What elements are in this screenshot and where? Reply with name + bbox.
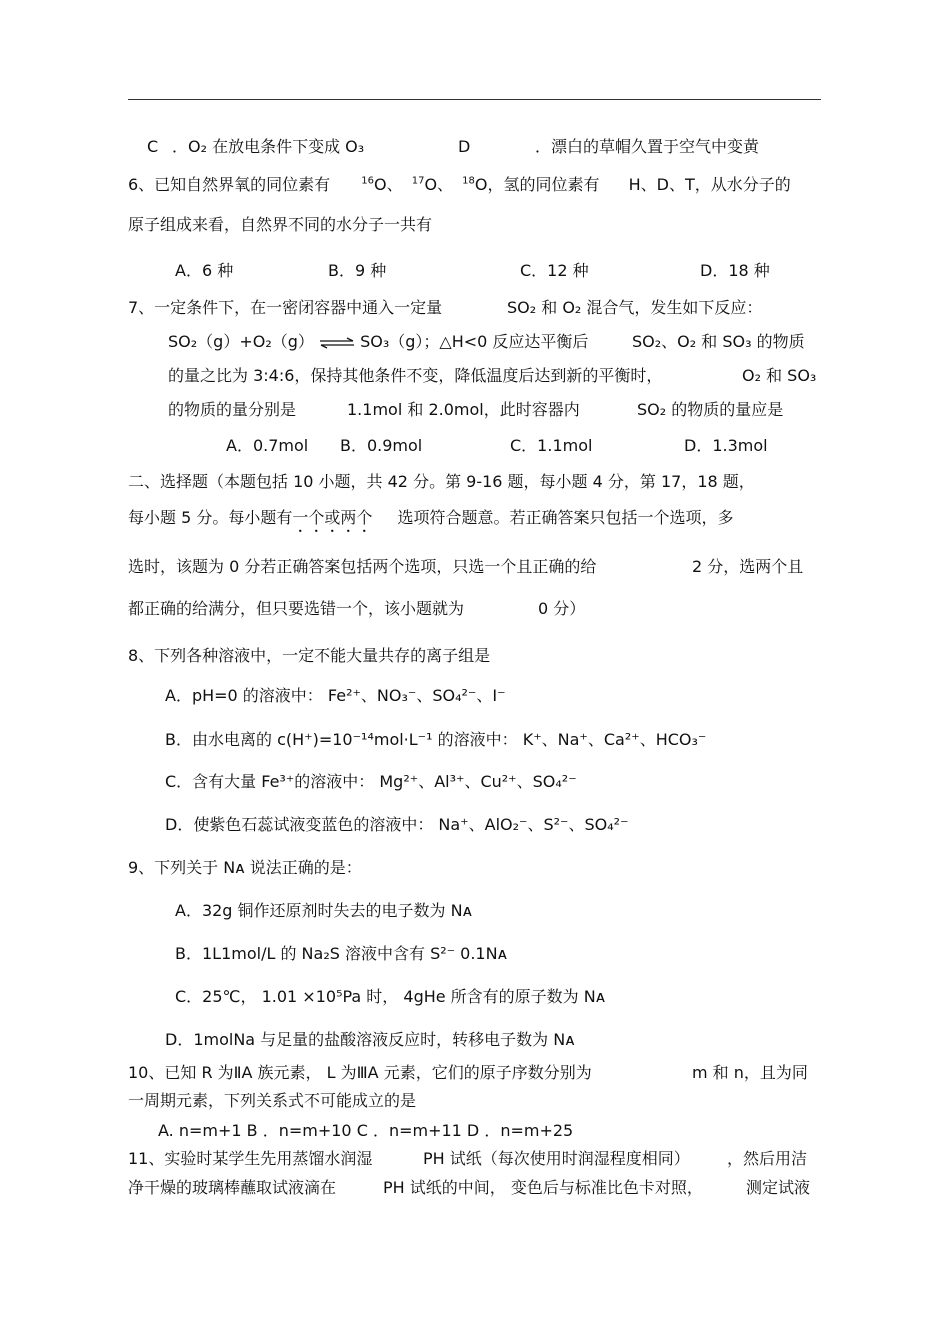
q5-option-c-label: C — [147, 137, 159, 156]
q7-stem-line1b: SO₂ 和 O₂ 混合气，发生如下反应： — [507, 298, 763, 317]
section2-line3b: 2 分，选两个且 — [692, 557, 804, 576]
q7-line4b: 1.1mol 和 2.0mol，此时容器内 — [347, 400, 580, 419]
header-rule — [128, 99, 821, 100]
q7-option-c: C．1.1mol — [510, 436, 593, 455]
q7-option-b: B．0.9mol — [340, 436, 423, 455]
q8-option-b: B．由水电离的 c(H⁺)=10⁻¹⁴mol·L⁻¹ 的溶液中： K⁺、Na⁺、Ca²⁺、HCO₃⁻ — [165, 730, 707, 749]
q8-option-d: D．使紫色石蕊试液变蓝色的溶液中： Na⁺、AlO₂⁻、S²⁻、SO₄²⁻ — [165, 815, 629, 834]
q9-option-d: D．1molNa 与足量的盐酸溶液反应时，转移电子数为 Nᴀ — [165, 1030, 575, 1049]
q6-stem-line2: 原子组成来看，自然界不同的水分子一共有 — [128, 215, 433, 234]
q5-option-c-text: ．O₂ 在放电条件下变成 O₃ — [172, 137, 365, 156]
q6-stem-line1: 6、已知自然界氧的同位素有 $^{16}$O、 $^{17}$O、 $^{18}$O，氢的同位素有 H、D、T，从水分子的 — [128, 175, 791, 194]
q8-stem: 8、下列各种溶液中，一定不能大量共存的离子组是 — [128, 646, 491, 665]
q10-options: A. n=m+1 B ．n=m+10 C ．n=m+11 D ．n=m+25 — [158, 1121, 574, 1140]
q10-stem-line1b: m 和 n，且为同 — [692, 1063, 808, 1082]
q10-stem-line2: 一周期元素，下列关系式不可能成立的是 — [128, 1091, 417, 1110]
q6-option-b: B．9 种 — [328, 261, 387, 280]
equilibrium-arrow-icon — [319, 337, 355, 349]
section2-line3: 选时，该题为 0 分若正确答案包括两个选项，只选一个且正确的给 — [128, 557, 597, 576]
q9-option-b: B．1L1mol/L 的 Na₂S 溶液中含有 S²⁻ 0.1Nᴀ — [175, 944, 508, 963]
q7-equation-tail: SO₂、O₂ 和 SO₃ 的物质 — [632, 332, 805, 351]
q11-stem-line2: 净干燥的玻璃棒蘸取试液滴在 — [128, 1178, 337, 1197]
q7-option-d: D．1.3mol — [684, 436, 768, 455]
q7-stem-line1: 7、一定条件下，在一密闭容器中通入一定量 — [128, 298, 443, 317]
q7-line4: 的物质的量分别是 — [168, 400, 297, 419]
q11-stem-line1c: ，然后用洁 — [727, 1149, 808, 1168]
section2-line4b: 0 分） — [538, 599, 586, 618]
q7-line3: 的量之比为 3:4:6，保持其他条件不变，降低温度后达到新的平衡时， — [168, 366, 663, 385]
q8-option-a: A．pH=0 的溶液中： Fe²⁺、NO₃⁻、SO₄²⁻、I⁻ — [165, 686, 506, 705]
q10-stem-line1: 10、已知 R 为ⅡA 族元素， L 为ⅢA 元素，它们的原子序数分别为 — [128, 1063, 592, 1082]
q7-line4c: SO₂ 的物质的量应是 — [637, 400, 784, 419]
q11-stem-line2c: 测定试液 — [746, 1178, 811, 1197]
isotope-mass-16: 16 — [361, 175, 375, 187]
section2-line1: 二、选择题（本题包括 10 小题，共 42 分。第 9-16 题，每小题 4 分，第 17，18 题， — [128, 472, 755, 491]
q6-option-a: A．6 种 — [175, 261, 234, 280]
section2-line4: 都正确的给满分，但只要选错一个，该小题就为 — [128, 599, 465, 618]
q11-stem-line2b: PH 试纸的中间， 变色后与标准比色卡对照， — [383, 1178, 703, 1197]
q7-equation: SO₂（g）+O₂（g） SO₃（g）；△H<0 反应达平衡后 — [168, 332, 589, 351]
isotope-mass-18: 18 — [462, 175, 475, 187]
section2-line2: 每小题 5 分。每小题有一个或两个 选项符合题意。若正确答案只包括一个选项，多 — [128, 508, 734, 527]
q11-stem-line1b: PH 试纸（每次使用时润湿程度相同） — [423, 1149, 690, 1168]
q11-stem-line1: 11、实验时某学生先用蒸馏水润湿 — [128, 1149, 373, 1168]
q9-option-a: A．32g 铜作还原剂时失去的电子数为 Nᴀ — [175, 901, 473, 920]
q9-option-c: C．25℃， 1.01 ×10⁵Pa 时， 4gHe 所含有的原子数为 Nᴀ — [175, 987, 606, 1006]
q5-option-d-label: D — [458, 137, 471, 156]
q6-option-c: C．12 种 — [520, 261, 589, 280]
q6-option-d: D．18 种 — [700, 261, 770, 280]
q5-option-d-text: ．漂白的草帽久置于空气中变黄 — [535, 137, 760, 156]
q7-line3b: O₂ 和 SO₃ — [742, 366, 817, 385]
isotope-mass-17: 17 — [411, 175, 425, 187]
q8-option-c: C．含有大量 Fe³⁺的溶液中： Mg²⁺、Al³⁺、Cu²⁺、SO₄²⁻ — [165, 772, 577, 791]
q9-stem: 9、下列关于 Nᴀ 说法正确的是： — [128, 858, 362, 877]
q7-option-a: A．0.7mol — [226, 436, 309, 455]
emphasis-text: 一个或两个 — [292, 508, 373, 527]
